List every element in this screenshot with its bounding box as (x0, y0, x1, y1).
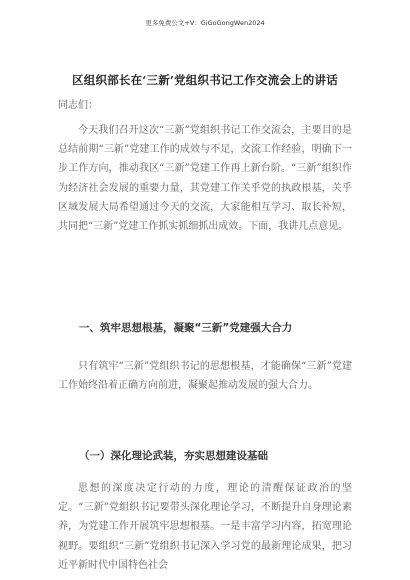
subsection-heading-1: （一）深化理论武装，夯实思想建设基础 (79, 450, 268, 462)
header-note: 更多免费公文+V：GiGoGongWen2024 (145, 19, 265, 27)
section-heading-1: 一、筑牢思想根基，凝聚“三新”党建强大合力 (79, 322, 293, 334)
document-title: 区组织部长在‘三新’党组织书记工作交流会上的讲话 (72, 73, 338, 87)
salutation: 同志们： (58, 100, 98, 111)
paragraph-section-1: 只有筑牢“三新”党组织书记的思想根基，才能确保“三新”党建工作始终沿着正确方向前进，凝聚起推动发展的强大合力。 (58, 361, 352, 392)
paragraph-subsection-1: 思想的深度决定行动的力度，理论的清醒保证政治的坚定。“三新”党组织书记要带头深化理论学习，不断提升自身理论素养，为党建工作开展筑牢思想根基。一是丰富学习内容，拓宽理论视野。要组织“三新”党组织书记深入学习党的最新理论成果，把习近平新时代中国特色社会 (58, 483, 352, 571)
paragraph-intro: 今天我们召开这次“三新”党组织书记工作交流会，主要目的是总结前期“三新”党建工作的成效与不足，交流工作经验，明确下一步工作方向，推动我区“三新”党建工作再上新台阶。“三新”组织作为经济社会发展的重要力量，其党建工作关乎党的执政根基，关乎区域发展大局希望通过今天的交流，大家能相互学习、取长补短，共同把“三新”党建工作抓实抓细抓出成效。下面，我讲几点意见。 (58, 125, 352, 233)
